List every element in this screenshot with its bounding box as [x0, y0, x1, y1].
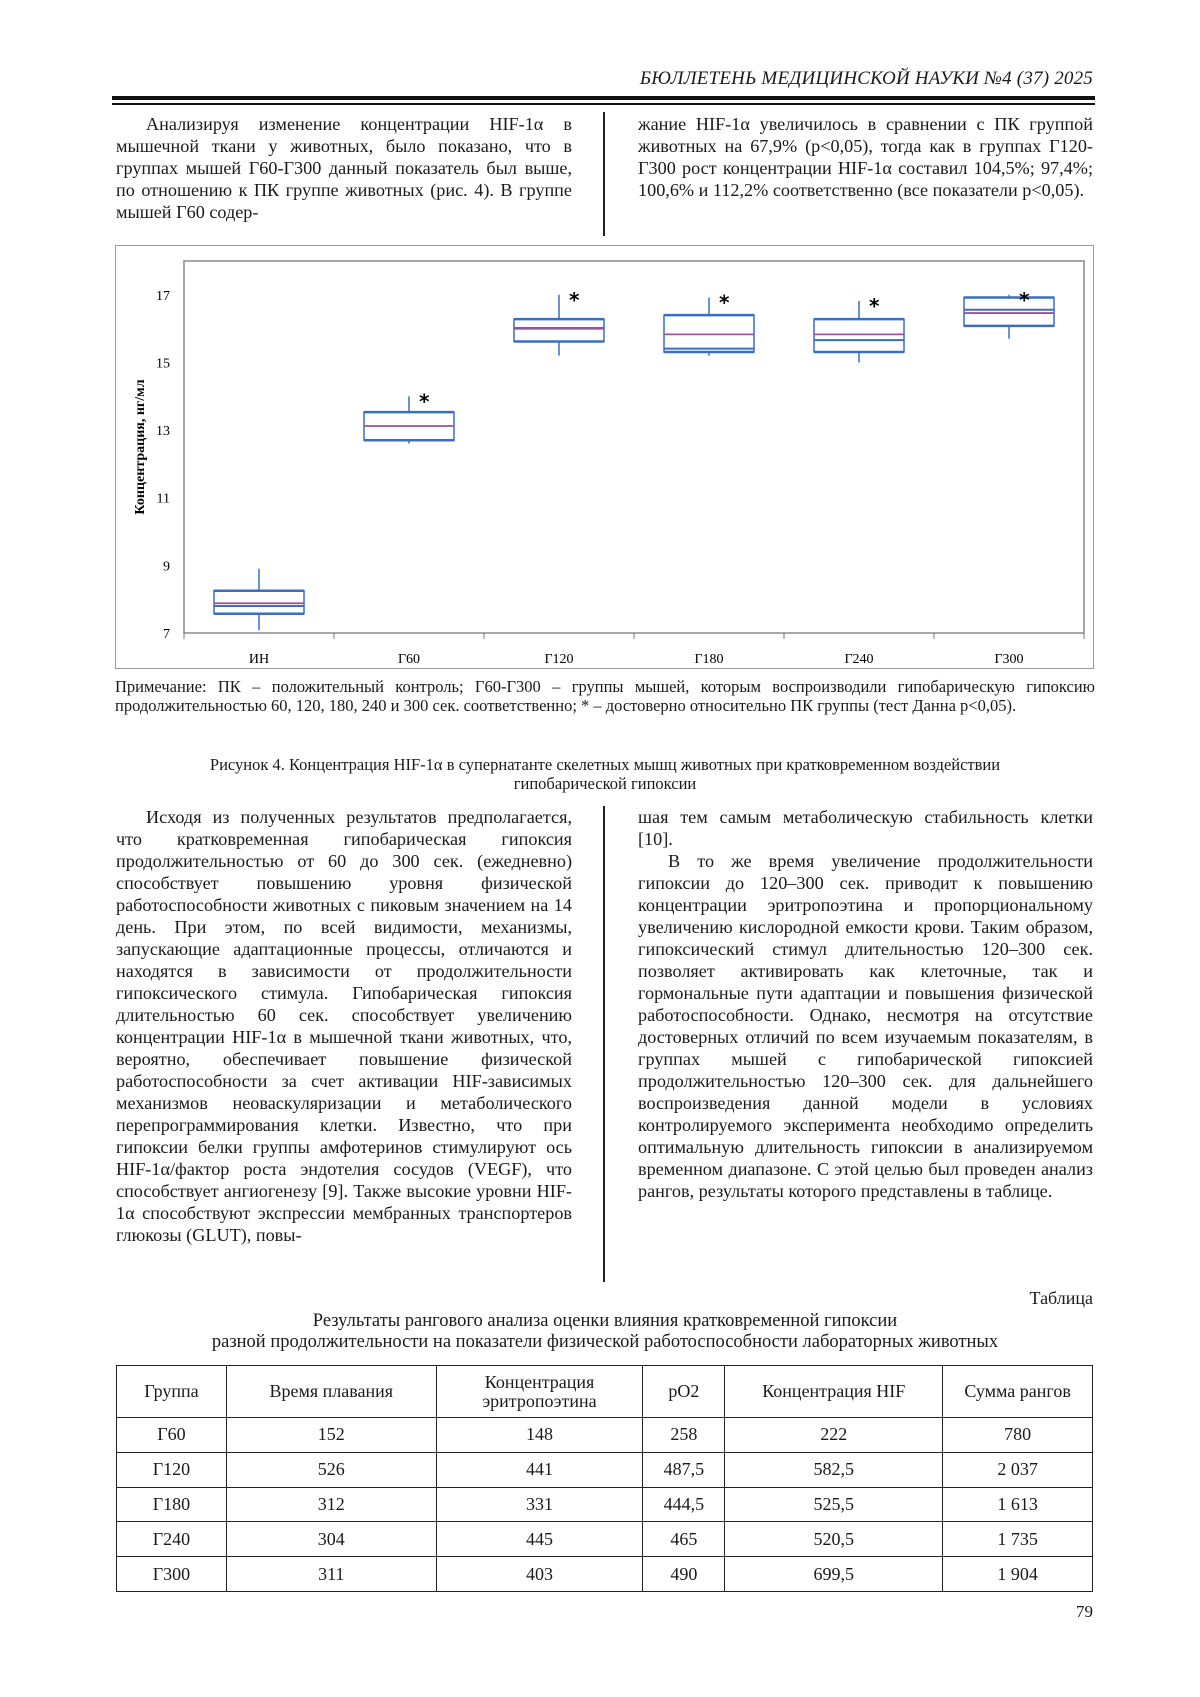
table-cell: 148 [436, 1418, 643, 1453]
table-cell: 304 [226, 1522, 436, 1557]
y-tick-label: 9 [163, 559, 170, 575]
rank-table [116, 1365, 1093, 1592]
header-rule [112, 96, 1095, 100]
table-cell: 520,5 [725, 1522, 943, 1557]
table-cell: 441 [436, 1452, 643, 1487]
y-tick-label: 11 [156, 491, 170, 507]
column-divider [603, 112, 605, 236]
table-cell: 1 904 [943, 1557, 1093, 1592]
table-cell: 2 037 [943, 1452, 1093, 1487]
column-divider [603, 806, 605, 1282]
table-cell: 699,5 [725, 1557, 943, 1592]
table-row [117, 1487, 1093, 1522]
x-tick-label: ИН [248, 652, 270, 667]
table-title [115, 1311, 1095, 1353]
header-rule-thin [112, 103, 1095, 105]
table-row [117, 1452, 1093, 1487]
table-title-line: разной продолжительности на показатели физической работоспособности лабораторных животных [211, 1332, 999, 1352]
table-cell: 465 [643, 1522, 725, 1557]
header-cell: Концентрация HIF [725, 1366, 943, 1418]
top-right-column [638, 113, 1093, 201]
table-cell: 780 [943, 1418, 1093, 1453]
header-cell: pO2 [643, 1366, 725, 1418]
table-cell: 1 735 [943, 1522, 1093, 1557]
table-cell: 526 [226, 1452, 436, 1487]
x-tick-label: Г60 [397, 652, 421, 667]
box [214, 591, 304, 614]
header-cell: Концентрация эритропоэтина [436, 1366, 643, 1418]
header-cell: Сумма рангов [943, 1366, 1093, 1418]
table-cell: 525,5 [725, 1487, 943, 1522]
table-cell: Г60 [117, 1418, 227, 1453]
table-row [117, 1557, 1093, 1592]
table-cell: 487,5 [643, 1452, 725, 1487]
table-cell: 403 [436, 1557, 643, 1592]
caption-line: Рисунок 4. Концентрация HIF-1α в супернатанте скелетных мышц животных при кратковременном воздействии [209, 755, 1001, 774]
table-label: Таблица [1029, 1288, 1093, 1308]
x-tick-label: Г180 [694, 652, 724, 667]
figure-note: Примечание: ПК – положительный контроль; Г60-Г300 – группы мышей, которым воспроизводили гипобарическую гипоксию продолжительностью 60, 120, 180, 240 и 300 сек. соответственно; * – достоверно относительно ПК группы (тест Данна p<0,05). [115, 677, 1095, 715]
page-number: 79 [1076, 1602, 1093, 1621]
figure-4-chart [115, 245, 1094, 669]
significance-star: * [1019, 287, 1030, 312]
table-cell: Г300 [117, 1557, 227, 1592]
table-cell: 331 [436, 1487, 643, 1522]
table-cell: 582,5 [725, 1452, 943, 1487]
boxplot-svg [116, 246, 1093, 668]
y-tick-label: 13 [156, 424, 170, 440]
table-cell: 258 [643, 1418, 725, 1453]
header-cell: Время плавания [226, 1366, 436, 1418]
table-cell: Г240 [117, 1522, 227, 1557]
paragraph: жание HIF-1α увеличилось в сравнении с ПК группой животных на 67,9% (p<0,05), тогда как в группах Г120-Г300 рост концентрации HIF-1α составил 104,5%; 97,4%; 100,6% и 112,2% соответственно (все показатели p<0,05). [638, 114, 1093, 200]
y-tick-label: 7 [163, 627, 170, 642]
table-cell: 311 [226, 1557, 436, 1592]
table-row [117, 1418, 1093, 1453]
paragraph: В то же время увеличение продолжительности гипоксии до 120–300 сек. приводит к повышению концентрации эритропоэтина и пропорциональному увеличению кислородной емкости крови. Таким образом, гипоксический стимул длительностью 120–300 сек. позволяет активировать как клеточные, так и гормональные пути адаптации и повышения физической работоспособности. Однако, несмотря на отсутствие достоверных отличий по всем изучаемым показателям, в группах мышей с гипобарической гипоксией продолжительностью 120–300 сек. для дальнейшего воспроизведения данной модели в условиях контролируемого эксперимента необходимо определить оптимальную длительность гипоксии в анализируемом временном диапазоне. С этой целью был проведен анализ рангов, результаты которого представлены в таблице. [638, 851, 1093, 1201]
table-cell: Г120 [117, 1452, 227, 1487]
significance-star: * [719, 290, 730, 315]
paragraph: Исходя из полученных результатов предполагается, что кратковременная гипобарическая гипоксия продолжительностью от 60 до 300 сек. (ежедневно) способствует повышению уровня физической работоспособности животных с пиковым значением на 14 день. При этом, по всей видимости, механизмы, запускающие адаптационные процессы, отличаются и находятся в зависимости от продолжительности гипоксического стимула. Гипобарическая гипоксия длительностью 60 сек. способствует увеличению концентрации HIF-1α в мышечной ткани животных, что, вероятно, обеспечивает повышение физической работоспособности за счет активации HIF-зависимых механизмов неоваскуляризации и метаболического перепрограммирования клетки. Известно, что при гипоксии белки группы амфотеринов стимулируют ось HIF-1α/фактор роста эндотелия сосудов (VEGF), что способствует ангиогенезу [9]. Также высокие уровни HIF-1α способствуют экспрессии мембранных транспортеров глюкозы (GLUT), повы- [116, 807, 572, 1245]
caption-line: гипобарической гипоксии [513, 774, 697, 793]
table-cell: 444,5 [643, 1487, 725, 1522]
significance-star: * [419, 389, 430, 414]
y-tick-label: 17 [156, 288, 170, 304]
significance-star: * [569, 287, 580, 312]
body-right-column [638, 806, 1093, 1202]
table-header-row [117, 1366, 1093, 1418]
box [814, 319, 904, 352]
body-left-column [116, 806, 572, 1246]
plot-area [184, 261, 1084, 633]
x-tick-label: Г120 [544, 652, 574, 667]
significance-star: * [869, 293, 880, 318]
figure-caption [115, 755, 1095, 793]
table-cell: 445 [436, 1522, 643, 1557]
table-cell: 152 [226, 1418, 436, 1453]
table-row [117, 1522, 1093, 1557]
table-cell: 312 [226, 1487, 436, 1522]
x-tick-label: Г240 [844, 652, 874, 667]
box [964, 298, 1054, 326]
top-left-column [116, 113, 572, 223]
paragraph: шая тем самым метаболическую стабильность клетки [10]. [638, 807, 1093, 849]
table-cell: Г180 [117, 1487, 227, 1522]
y-axis-label: Концентрация, нг/мл [133, 379, 148, 515]
table-title-line: Результаты рангового анализа оценки влияния кратковременной гипоксии [312, 1311, 898, 1331]
y-tick-label: 15 [156, 356, 170, 372]
table-cell: 490 [643, 1557, 725, 1592]
table-cell: 1 613 [943, 1487, 1093, 1522]
box [514, 319, 604, 341]
x-tick-label: Г300 [994, 652, 1024, 667]
header-cell: Группа [117, 1366, 227, 1418]
journal-header: БЮЛЛЕТЕНЬ МЕДИЦИНСКОЙ НАУКИ №4 (37) 2025 [639, 68, 1093, 89]
paragraph: Анализируя изменение концентрации HIF-1α в мышечной ткани у животных, было показано, что в группах мышей Г60-Г300 данный показатель был выше, по отношению к ПК группе животных (рис. 4). В группе мышей Г60 содер- [116, 114, 572, 222]
table-cell: 222 [725, 1418, 943, 1453]
